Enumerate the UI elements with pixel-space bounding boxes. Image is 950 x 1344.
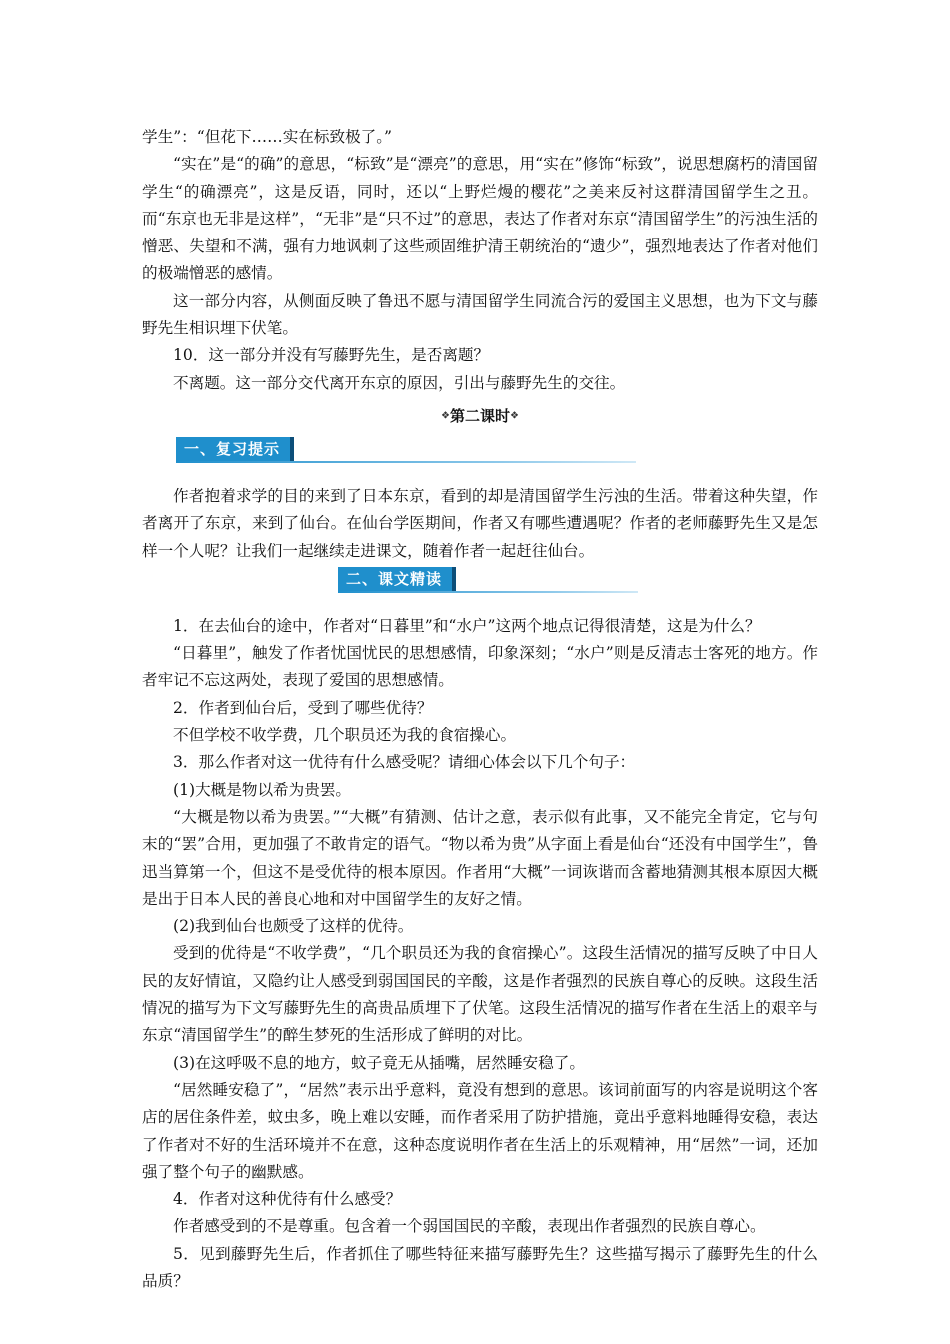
question-2: 2．作者到仙台后，受到了哪些优待？ <box>173 698 433 717</box>
paragraph: “实在”是“的确”的意思，“标致”是“漂亮”的意思，用“实在”修饰“标致”，说思想腐朽的清国留学生“的确漂亮”，这是反语，同时，还以“上野烂熳的樱花”之美来反衬这群清国留学生之丑。而“东京也无非是这样”，“无非”是“只不过”的意思，表达了作者对东京“清国留学生”的污浊生活的憎恶、失望和不满，强有力地讽刺了这些顽固维护清王朝统治的“遗少”，强烈地表达了作者对他们的极端憎恶的感情。 <box>142 155 818 283</box>
section-label: 一、复习提示 <box>176 437 294 461</box>
ornament-icon: ❖ <box>510 410 519 422</box>
analysis-3: “居然睡安稳了”，“居然”表示出乎意料，竟没有想到的意思。该词前面写的内容是说明这个客店的居住条件差，蚊虫多，晚上难以安睡，而作者采用了防护措施，竟出乎意料地睡得安稳，表达了作者对不好的生活环境并不在意，这种态度说明作者在生活上的乐观精神，用“居然”一词，还加强了整个句子的幽默感。 <box>142 1080 818 1181</box>
lesson-title <box>142 403 818 429</box>
paragraph: 这一部分内容，从侧面反映了鲁迅不愿与清国留学生同流合污的爱国主义思想，也为下文与藤野先生相识埋下伏笔。 <box>142 291 818 338</box>
section-header-reading <box>338 567 638 593</box>
section-underline <box>338 591 638 593</box>
ornament-icon: ❖ <box>441 410 450 422</box>
answer-2: 不但学校不收学费，几个职员还为我的食宿操心。 <box>173 726 517 745</box>
section-underline <box>176 461 636 463</box>
question-1: 1．在去仙台的途中，作者对“日暮里”和“水户”这两个地点记得很清楚，这是为什么？ <box>173 616 761 635</box>
answer-4: 作者感受到的不是尊重。包含着一个弱国国民的辛酸，表现出作者强烈的民族自尊心。 <box>173 1217 766 1236</box>
question-4: 4．作者对这种优待有什么感受？ <box>173 1190 402 1209</box>
answer-1: “日暮里”，触发了作者忧国忧民的思想感情，印象深刻；“水户”则是反清志士客死的地方。作者牢记不忘这两处，表现了爱国的思想感情。 <box>142 644 818 690</box>
paragraph: 作者抱着求学的目的来到了日本东京，看到的却是清国留学生污浊的生活。带着这种失望，作者离开了东京，来到了仙台。在仙台学医期间，作者又有哪些遭遇呢？作者的老师藤野先生又是怎样一个人呢？让我们一起继续走进课文，随着作者一起赶往仙台。 <box>142 486 818 560</box>
analysis-1: “大概是物以希为贵罢。”“大概”有猜测、估计之意，表示似有此事，又不能完全肯定，它与句末的“罢”合用，更加强了不敢肯定的语气。“物以希为贵”从字面上看是仙台“还没有中国学生”，鲁迅当算第一个，但这不是受优待的根本原因。作者用“大概”一词诙谐而含蓄地猜测其根本原因大概是出于日本人民的善良心地和对中国留学生的友好之情。 <box>142 807 818 908</box>
analysis-2: 受到的优待是“不收学费”，“几个职员还为我的食宿操心”。这段生活情况的描写反映了中日人民的友好情谊，又隐约让人感受到弱国国民的辛酸，这是作者强烈的民族自尊心的反映。这段生活情况的描写为下文写藤野先生的高贵品质埋下了伏笔。这段生活情况的描写作者在生活上的艰辛与东京“清国留学生”的醉生梦死的生活形成了鲜明的对比。 <box>142 944 818 1045</box>
sentence-2: (2)我到仙台也颇受了这样的优待。 <box>173 917 414 936</box>
document-page <box>142 124 818 1295</box>
sentence-3: (3)在这呼吸不息的地方，蚊子竟无从插嘴，居然睡安稳了。 <box>173 1053 585 1072</box>
question-3: 3．那么作者对这一优待有什么感受呢？请细心体会以下几个句子： <box>173 753 636 772</box>
question-10: 10．这一部分并没有写藤野先生，是否离题？ <box>173 346 490 365</box>
lesson-title-text: 第二课时 <box>449 406 510 425</box>
sentence-1: (1)大概是物以希为贵罢。 <box>173 780 352 799</box>
question-5: 5．见到藤野先生后，作者抓住了哪些特征来描写藤野先生？这些描写揭示了藤野先生的什么品质？ <box>142 1244 818 1290</box>
section-label: 二、课文精读 <box>338 567 456 591</box>
answer-10: 不离题。这一部分交代离开东京的原因，引出与藤野先生的交往。 <box>173 373 626 392</box>
paragraph: 学生”：“但花下……实在标致极了。” <box>142 128 393 146</box>
section-header-review <box>176 437 636 463</box>
